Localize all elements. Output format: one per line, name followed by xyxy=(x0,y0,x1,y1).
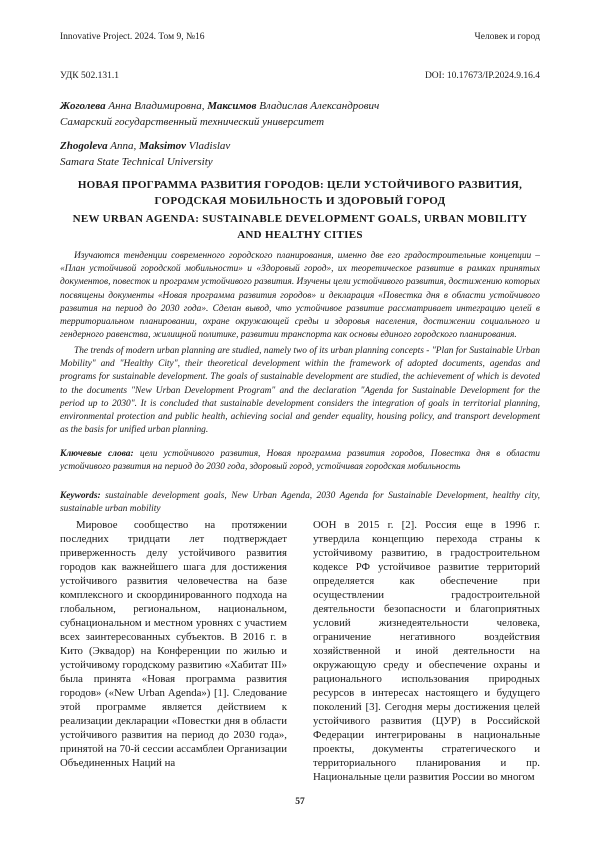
author1-surname-ru: Жоголева xyxy=(60,100,106,112)
section-name: Человек и город xyxy=(474,32,540,42)
udc-code: УДК 502.131.1 xyxy=(60,71,119,81)
author-names-en xyxy=(60,138,540,154)
keywords-label-ru: Ключевые слова: xyxy=(60,449,134,459)
abstract-ru: Изучаются тенденции современного городского планирования, именно две его градостроительные концепции – «План устойчивой городской мобильности» и «Здоровый город», их теоретическое развитие в рамках принятых документов, повесток и программ устойчивого развития. Изучены цели устойчивого развития, достижению которых посвящены документы «Новая программа развития городов» и декларация «Повестка дня в области устойчивого развития на период до 2030 года». Сделан вывод, что устойчивое развитие рассматривает интеграцию целей в территориальном планировании, охране окружающей среды и здоровья населения, достижении социального и гендерного равенства, жилищной политике, развитии транспорта как основы единого городского планирования. xyxy=(60,251,540,341)
authors-ru xyxy=(60,98,540,130)
author1-given-ru: Анна Владимировна, xyxy=(105,100,208,112)
meta-line xyxy=(60,71,540,83)
authors-en xyxy=(60,138,540,170)
body-column-right: ООН в 2015 г. [2]. Россия еще в 1996 г. утвердила концепцию перехода страны к устойчивому развитию, в градостроительном кодексе РФ устойчивое развитие территорий определяется как обеспечение при осуществлении градостроительной деятельности безопасности и благоприятных условий жизнедеятельности человека, ограничение негативного воздействия хозяйственной и иной деятельности на окружающую среду и обеспечение охраны и рационального использования природных ресурсов в интересах настоящего и будущего поколений [3]. Сегодня меры достижения целей устойчивого развития (ЦУР) в Российской Федерации интегрированы в национальные проекты, документы стратегического и территориального планирования и пр. Национальные цели развития России во многом xyxy=(313,519,540,783)
affiliation-en: Samara State Technical University xyxy=(60,156,213,168)
doi-link[interactable]: DOI: 10.17673/IP.2024.9.16.4 xyxy=(424,71,540,81)
abstract-en: The trends of modern urban planning are studied, namely two of its urban planning concepts - "Plan for Sustainable Urban Mobility" and "Healthy City", their theoretical development within the framework of adopted documents, agendas and programs for sustainable development. The goals of sustainable development are studied, the achievement of which is devoted to the documents "New Urban Development Program" and the declaration "Agenda for Sustainable Development for the period up to 2030". It is concluded that sustainable development considers the integration of goals in territorial planning, environmental protection and public health, achieving social and gender equality, housing policy, and transport development as the basis for unified urban planning. xyxy=(60,346,540,436)
affiliation-ru: Самарский государственный технический университет xyxy=(60,116,325,128)
keywords-ru xyxy=(60,448,540,474)
keywords-text-ru: цели устойчивого развития, Новая программа развития городов, Повестка дня в области устойчивого развития на период до 2030 года, здоровый город, устойчивая городская мобильность xyxy=(60,449,540,473)
author-names-ru xyxy=(60,98,540,114)
article-title-en: NEW URBAN AGENDA: SUSTAINABLE DEVELOPMENT GOALS, URBAN MOBILITY AND HEALTHY CITIES xyxy=(72,213,528,241)
page-number: 57 xyxy=(295,797,305,807)
author2-given-en: Vladislav xyxy=(186,140,231,152)
author1-surname-en: Zhogoleva xyxy=(60,140,108,152)
author2-surname-en: Maksimov xyxy=(138,140,187,152)
article-title-ru: НОВАЯ ПРОГРАММА РАЗВИТИЯ ГОРОДОВ: ЦЕЛИ УСТОЙЧИВОГО РАЗВИТИЯ, ГОРОДСКАЯ МОБИЛЬНОСТЬ И ЗДОРОВЫЙ ГОРОД xyxy=(77,179,523,207)
author2-surname-ru: Максимов xyxy=(207,100,257,112)
keywords-en xyxy=(60,490,540,516)
author2-given-ru: Владислав Александрович xyxy=(256,100,380,112)
journal-name: Innovative Project. 2024. Том 9, №16 xyxy=(60,32,205,42)
keywords-text-en: sustainable development goals, New Urban Agenda, 2030 Agenda for Sustainable Development, healthy city, sustainable urban mobility xyxy=(60,491,540,515)
body-column-left: Мировое сообщество на протяжении последних тридцати лет подтверждает приверженность делу устойчивого развития городов как важнейшего шага для достижения устойчивого развития человечества на базе комплексного и скоординированного подхода на глобальном, региональном, национальном, субнациональном и местном уровнях с участием всех заинтересованных субъектов. В 2016 г. в Кито (Эквадор) на Конференции по жилью и устойчивому городскому развитию «Хабитат III» была принята «Новая программа развития городов» («New Urban Agenda») [1]. Следование этой программе является действием к реализации декларации «Повестки дня в области устойчивого развития на период до 2030 года», принятой на 70-й сессии ассамблеи Организации Объединенных Наций на xyxy=(60,519,287,769)
running-head xyxy=(60,32,540,44)
author1-given-en: Anna, xyxy=(107,140,139,152)
keywords-label-en: Keywords: xyxy=(60,491,101,501)
